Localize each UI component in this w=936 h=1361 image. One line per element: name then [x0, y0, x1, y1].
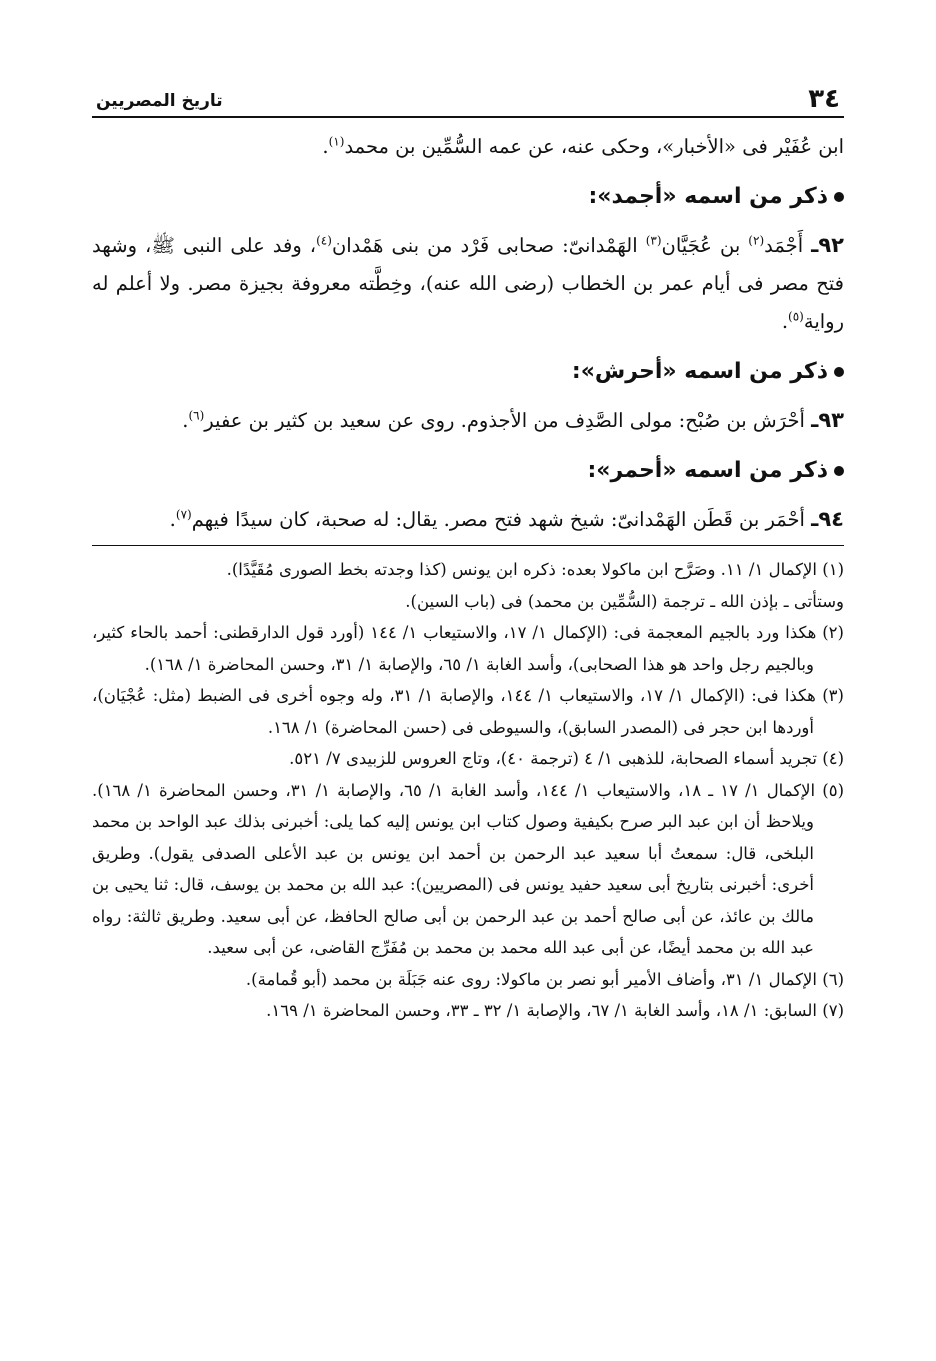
page-header [92, 78, 844, 118]
bullet-icon [834, 367, 844, 377]
entry-text: ، وفد على النبى ﷺ، وشهد فتح مصر فى أيام عمر بن الخطاب (رضى الله عنه)، وخِطَّته معروفة بجيزة مصر. ولا أعلم له رواية [92, 234, 844, 333]
footnote-line: (٣) هكذا فى: (الإكمال ١/ ١٧، والاستيعاب ١/ ١٤٤، والإصابة ١/ ٣١، وله وجوه أخرى فى الضبط (مثل: عُجْيَان)، أوردها ابن حجر فى (المصدر السابق)، والسيوطى فى (حسن المحاضرة) ١/ ١٦٨. [92, 686, 844, 737]
footnote-1 [92, 554, 844, 617]
footnote-divider [92, 545, 844, 546]
footnote-4 [92, 743, 844, 775]
running-title: تاريخ المصريين [96, 91, 223, 111]
footnote-ref: (٧) [175, 507, 192, 522]
footnotes [92, 554, 844, 1027]
entry-number: ٩٣ـ [811, 408, 844, 432]
footnote-6 [92, 964, 844, 996]
section-heading-ajmad [92, 182, 844, 212]
footnote-line: (٦) الإكمال ١/ ٣١، وأضاف الأمير أبو نصر بن ماكولا: روى عنه جَبَلَة بن محمد (أبو قُمامة). [245, 969, 844, 989]
footnote-line: (٥) الإكمال ١/ ١٧ ـ ١٨، والاستيعاب ١/ ١٤٤، وأسد الغابة ١/ ٦٥، والإصابة ١/ ٣١، وحسن المحاضرة ١/ ١٦٨). ويلاحظ أن ابن عبد البر صرح بكيفية وصول كتاب ابن يونس إليه كما يلى: أخبرنى بذلك عبد الواحد بن محمد البلخى، قال: سمعتُ أبا سعيد عبد الرحمن بن أحمد ابن يونس بن عبد الأعلى الصدفى يقول). وطريق أخرى: أخبرنى بتاريخ أبى سعيد حفيد يونس فى (المصريين): عبد الله بن محمد بن يوسف، قال: ثنا يحيى بن مالك بن عائذ، عن أبى صالح أحمد بن عبد الرحمن بن أبى صالح الحافظ، عن أبى سعيد. وطريق ثالثة: رواه عبد الله بن محمد أيضًا، عن أبى عبد الله محمد بن محمد بن مُفَرِّج القاضى، عن أبى سعيد. [92, 780, 844, 957]
section-heading-ahmar [92, 456, 844, 486]
footnote-line: (٧) السابق: ١/ ١٨، وأسد الغابة ١/ ٦٧، والإصابة ١/ ٣٢ ـ ٣٣، وحسن المحاضرة ١/ ١٦٩. [266, 1001, 844, 1020]
intro-end: . [322, 135, 329, 158]
section-heading-text: ذكر من اسمه «أحمر»: [587, 458, 828, 483]
section-heading-ahrash [92, 357, 844, 387]
entry-92 [92, 226, 844, 341]
entry-text: . [182, 409, 189, 432]
section-heading-text: ذكر من اسمه «أحرش»: [571, 359, 828, 384]
bullet-icon [834, 192, 844, 202]
entry-text: أحْمَر بن قَطَن الهَمْدانىّ: شيخ شهد فتح مصر. يقال: له صحبة، كان سيدًا فيهم [191, 508, 805, 531]
footnote-line: (١) الإكمال ١/ ١١. وصَرَّح ابن ماكولا بعده: ذكره ابن يونس (كذا وجدته بخط الصورى مُقَيَّدًا). [226, 560, 844, 579]
footnote-7 [92, 995, 844, 1027]
bullet-icon [834, 466, 844, 476]
entry-text: أحْرَش بن صُبْح: مولى الصَّدِف من الأجذوم. روى عن سعيد بن كثير بن عفير [204, 409, 805, 432]
entry-number: ٩٤ـ [811, 507, 844, 531]
footnote-line: (٤) تجريد أسماء الصحابة، للذهبى ١/ ٤ (ترجمة ٤٠)، وتاج العروس للزبيدى ٧/ ٥٢١. [289, 749, 844, 768]
footnote-3 [92, 680, 844, 743]
footnote-line: وستأتى ـ بإذن الله ـ ترجمة (السُّمِّين بن محمد) فى (باب السين). [405, 591, 844, 611]
footnote-line: (٢) هكذا ورد بالجيم المعجمة فى: (الإكمال ١/ ١٧، والاستيعاب ١/ ١٤٤ (أورد قول الدارقطنى: أحمد بالحاء كثير، وبالجيم رجل واحد هو هذا الصحابى)، وأسد الغابة ١/ ٦٥، والإصابة ١/ ٣١، وحسن المحاضرة ١/ ١٦٨). [92, 623, 844, 674]
footnote-ref: (٦) [188, 408, 205, 423]
entry-text: . [781, 310, 789, 333]
footnote-ref: (١) [328, 134, 345, 149]
entry-94 [92, 500, 844, 539]
entry-text: الهَمْدانىّ: صحابى فَرْد من بنى هَمْدان [331, 234, 646, 257]
book-page [92, 78, 844, 1027]
page-number: ٣٤ [808, 84, 840, 114]
footnote-ref: (٣) [645, 233, 662, 248]
footnote-ref: (٤) [316, 233, 332, 248]
section-heading-text: ذكر من اسمه «أجمد»: [588, 184, 828, 209]
entry-number: ٩٢ـ [811, 233, 844, 257]
footnote-2 [92, 617, 844, 680]
entry-text: بن عُجَيَّان [661, 234, 749, 257]
footnote-ref: (٥) [788, 309, 804, 324]
intro-paragraph [92, 128, 844, 166]
intro-text: ابن عُفَيْر فى «الأخبار»، وحكى عنه، عن عمه السُّمِّين بن محمد [344, 135, 844, 158]
entry-text: أَجْمَد [764, 234, 804, 257]
entry-93 [92, 401, 844, 440]
footnote-ref: (٢) [748, 233, 765, 248]
footnote-5 [92, 775, 844, 964]
entry-text: . [169, 508, 176, 531]
